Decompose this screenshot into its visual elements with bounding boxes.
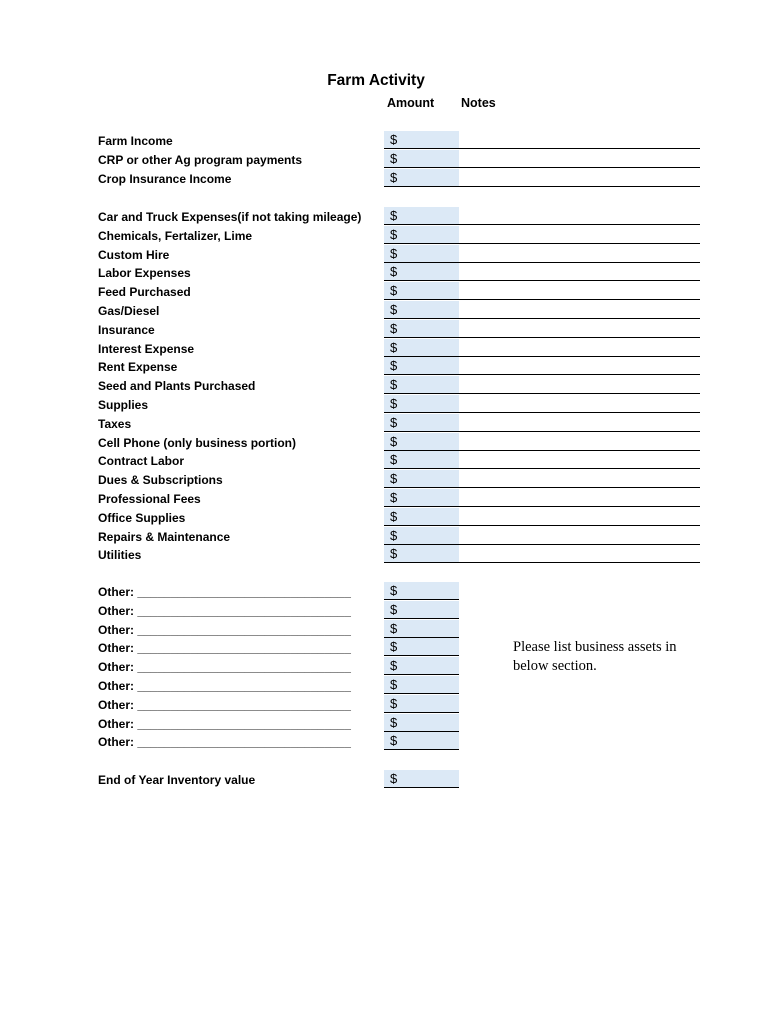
- dollar-sign: $: [390, 601, 398, 617]
- crop-insurance-income-notes-field[interactable]: [459, 169, 700, 187]
- rent-expense-label: Rent Expense: [98, 360, 178, 375]
- amount-column-header: Amount: [387, 96, 435, 110]
- notes-column-header: Notes: [461, 96, 496, 110]
- seed-and-plants-purchased-label: Seed and Plants Purchased: [98, 379, 256, 394]
- supplies-amount-field[interactable]: [384, 395, 459, 413]
- contract-labor-notes-field[interactable]: [459, 451, 700, 469]
- seed-and-plants-purchased-notes-field[interactable]: [459, 376, 700, 394]
- dollar-sign: $: [390, 490, 398, 505]
- insurance-label: Insurance: [98, 322, 155, 337]
- other-2-label: Other: ________________________________: [98, 603, 351, 618]
- other-5-label: Other: ________________________________: [98, 660, 351, 675]
- dues-subscriptions-amount-field[interactable]: [384, 470, 459, 488]
- farm-income-amount-field[interactable]: [384, 131, 459, 149]
- custom-hire-label: Custom Hire: [98, 247, 170, 262]
- farm-income-label: Farm Income: [98, 134, 173, 148]
- dollar-sign: $: [390, 245, 398, 261]
- labor-expenses-notes-field[interactable]: [459, 263, 700, 281]
- chemicals-fertalizer-lime-label: Chemicals, Fertalizer, Lime: [98, 228, 253, 243]
- other-6-label: Other: ________________________________: [98, 679, 351, 693]
- dollar-sign: $: [390, 620, 398, 636]
- contract-labor-label: Contract Labor: [98, 454, 185, 469]
- dollar-sign: $: [390, 471, 398, 487]
- crp-or-other-ag-program-payments-amount-field[interactable]: [384, 150, 459, 168]
- professional-fees-amount-field[interactable]: [384, 489, 459, 507]
- dollar-sign: $: [390, 208, 398, 223]
- office-supplies-amount-field[interactable]: [384, 508, 459, 526]
- utilities-notes-field[interactable]: [459, 545, 700, 563]
- farm-income-notes-field[interactable]: [459, 131, 700, 149]
- other-4-label: Other: ________________________________: [98, 641, 351, 656]
- dollar-sign: $: [390, 358, 398, 374]
- interest-expense-notes-field[interactable]: [459, 339, 700, 357]
- supplies-label: Supplies: [98, 398, 149, 412]
- chemicals-fertalizer-lime-amount-field[interactable]: [384, 226, 459, 244]
- cell-phone-only-business-portion-amount-field[interactable]: [384, 433, 459, 451]
- labor-expenses-amount-field[interactable]: [384, 263, 459, 281]
- cell-phone-only-business-portion-notes-field[interactable]: [459, 433, 700, 451]
- dollar-sign: $: [390, 546, 398, 562]
- other-9-label: Other: ________________________________: [98, 735, 351, 750]
- interest-expense-label: Interest Expense: [98, 341, 195, 356]
- car-and-truck-expenses-if-not-taking-mileage-label: Car and Truck Expenses(if not taking mileage): [98, 210, 362, 224]
- other-1-label: Other: ________________________________: [98, 585, 351, 599]
- repairs-maintenance-amount-field[interactable]: [384, 527, 459, 545]
- seed-and-plants-purchased-amount-field[interactable]: [384, 376, 459, 394]
- car-and-truck-expenses-if-not-taking-mileage-amount-field[interactable]: [384, 207, 459, 225]
- other-3-amount-field[interactable]: [384, 620, 459, 638]
- professional-fees-label: Professional Fees: [98, 492, 201, 506]
- other-6-amount-field[interactable]: [384, 676, 459, 694]
- dollar-sign: $: [390, 658, 398, 674]
- dollar-sign: $: [390, 302, 398, 317]
- dollar-sign: $: [390, 733, 398, 749]
- other-2-amount-field[interactable]: [384, 601, 459, 619]
- dollar-sign: $: [390, 433, 398, 449]
- dollar-sign: $: [390, 527, 398, 543]
- utilities-label: Utilities: [98, 548, 142, 563]
- office-supplies-label: Office Supplies: [98, 510, 186, 525]
- feed-purchased-label: Feed Purchased: [98, 285, 191, 300]
- other-5-amount-field[interactable]: [384, 657, 459, 675]
- chemicals-fertalizer-lime-notes-field[interactable]: [459, 226, 700, 244]
- taxes-notes-field[interactable]: [459, 414, 700, 432]
- other-3-label: Other: ________________________________: [98, 622, 351, 637]
- page-title: Farm Activity: [327, 72, 425, 89]
- dollar-sign: $: [390, 377, 398, 393]
- dollar-sign: $: [390, 169, 398, 185]
- utilities-amount-field[interactable]: [384, 545, 459, 563]
- dollar-sign: $: [390, 320, 398, 336]
- dollar-sign: $: [390, 695, 398, 711]
- taxes-amount-field[interactable]: [384, 414, 459, 432]
- other-1-amount-field[interactable]: [384, 582, 459, 600]
- crp-or-other-ag-program-payments-notes-field[interactable]: [459, 150, 700, 168]
- professional-fees-notes-field[interactable]: [459, 489, 700, 507]
- custom-hire-amount-field[interactable]: [384, 245, 459, 263]
- dollar-sign: $: [390, 283, 398, 299]
- feed-purchased-amount-field[interactable]: [384, 282, 459, 300]
- custom-hire-notes-field[interactable]: [459, 245, 700, 263]
- gas-diesel-notes-field[interactable]: [459, 301, 700, 319]
- other-7-amount-field[interactable]: [384, 695, 459, 713]
- dollar-sign: $: [390, 508, 398, 524]
- feed-purchased-notes-field[interactable]: [459, 282, 700, 300]
- car-and-truck-expenses-if-not-taking-mileage-notes-field[interactable]: [459, 207, 700, 225]
- contract-labor-amount-field[interactable]: [384, 451, 459, 469]
- crp-or-other-ag-program-payments-label: CRP or other Ag program payments: [98, 152, 303, 167]
- other-8-label: Other: ________________________________: [98, 716, 351, 731]
- dollar-sign: $: [390, 339, 398, 355]
- dollar-sign: $: [390, 583, 398, 598]
- repairs-maintenance-notes-field[interactable]: [459, 527, 700, 545]
- dollar-sign: $: [390, 396, 398, 411]
- interest-expense-amount-field[interactable]: [384, 339, 459, 357]
- side-note: Please list business assets in below section.: [513, 639, 677, 674]
- crop-insurance-income-label: Crop Insurance Income: [98, 171, 232, 186]
- other-9-amount-field[interactable]: [384, 732, 459, 750]
- supplies-notes-field[interactable]: [459, 395, 700, 413]
- dollar-sign: $: [390, 639, 398, 655]
- rent-expense-notes-field[interactable]: [459, 357, 700, 375]
- dollar-sign: $: [390, 771, 398, 786]
- dollar-sign: $: [390, 226, 398, 242]
- other-7-label: Other: ________________________________: [98, 697, 351, 712]
- end-of-year-inventory-amount-field[interactable]: [384, 770, 459, 788]
- repairs-maintenance-label: Repairs & Maintenance: [98, 529, 231, 544]
- crop-insurance-income-amount-field[interactable]: [384, 169, 459, 187]
- dues-subscriptions-notes-field[interactable]: [459, 470, 700, 488]
- dues-subscriptions-label: Dues & Subscriptions: [98, 473, 223, 488]
- gas-diesel-amount-field[interactable]: [384, 301, 459, 319]
- dollar-sign: $: [390, 452, 398, 468]
- dollar-sign: $: [390, 150, 398, 166]
- dollar-sign: $: [390, 414, 398, 430]
- office-supplies-notes-field[interactable]: [459, 508, 700, 526]
- end-of-year-inventory-label: End of Year Inventory value: [98, 773, 256, 787]
- dollar-sign: $: [390, 264, 398, 280]
- dollar-sign: $: [390, 132, 398, 147]
- other-4-amount-field[interactable]: [384, 638, 459, 656]
- insurance-notes-field[interactable]: [459, 320, 700, 338]
- gas-diesel-label: Gas/Diesel: [98, 304, 160, 318]
- labor-expenses-label: Labor Expenses: [98, 266, 191, 281]
- taxes-label: Taxes: [98, 416, 132, 431]
- dollar-sign: $: [390, 714, 398, 730]
- dollar-sign: $: [390, 677, 398, 692]
- other-8-amount-field[interactable]: [384, 714, 459, 732]
- insurance-amount-field[interactable]: [384, 320, 459, 338]
- rent-expense-amount-field[interactable]: [384, 357, 459, 375]
- cell-phone-only-business-portion-label: Cell Phone (only business portion): [98, 435, 297, 450]
